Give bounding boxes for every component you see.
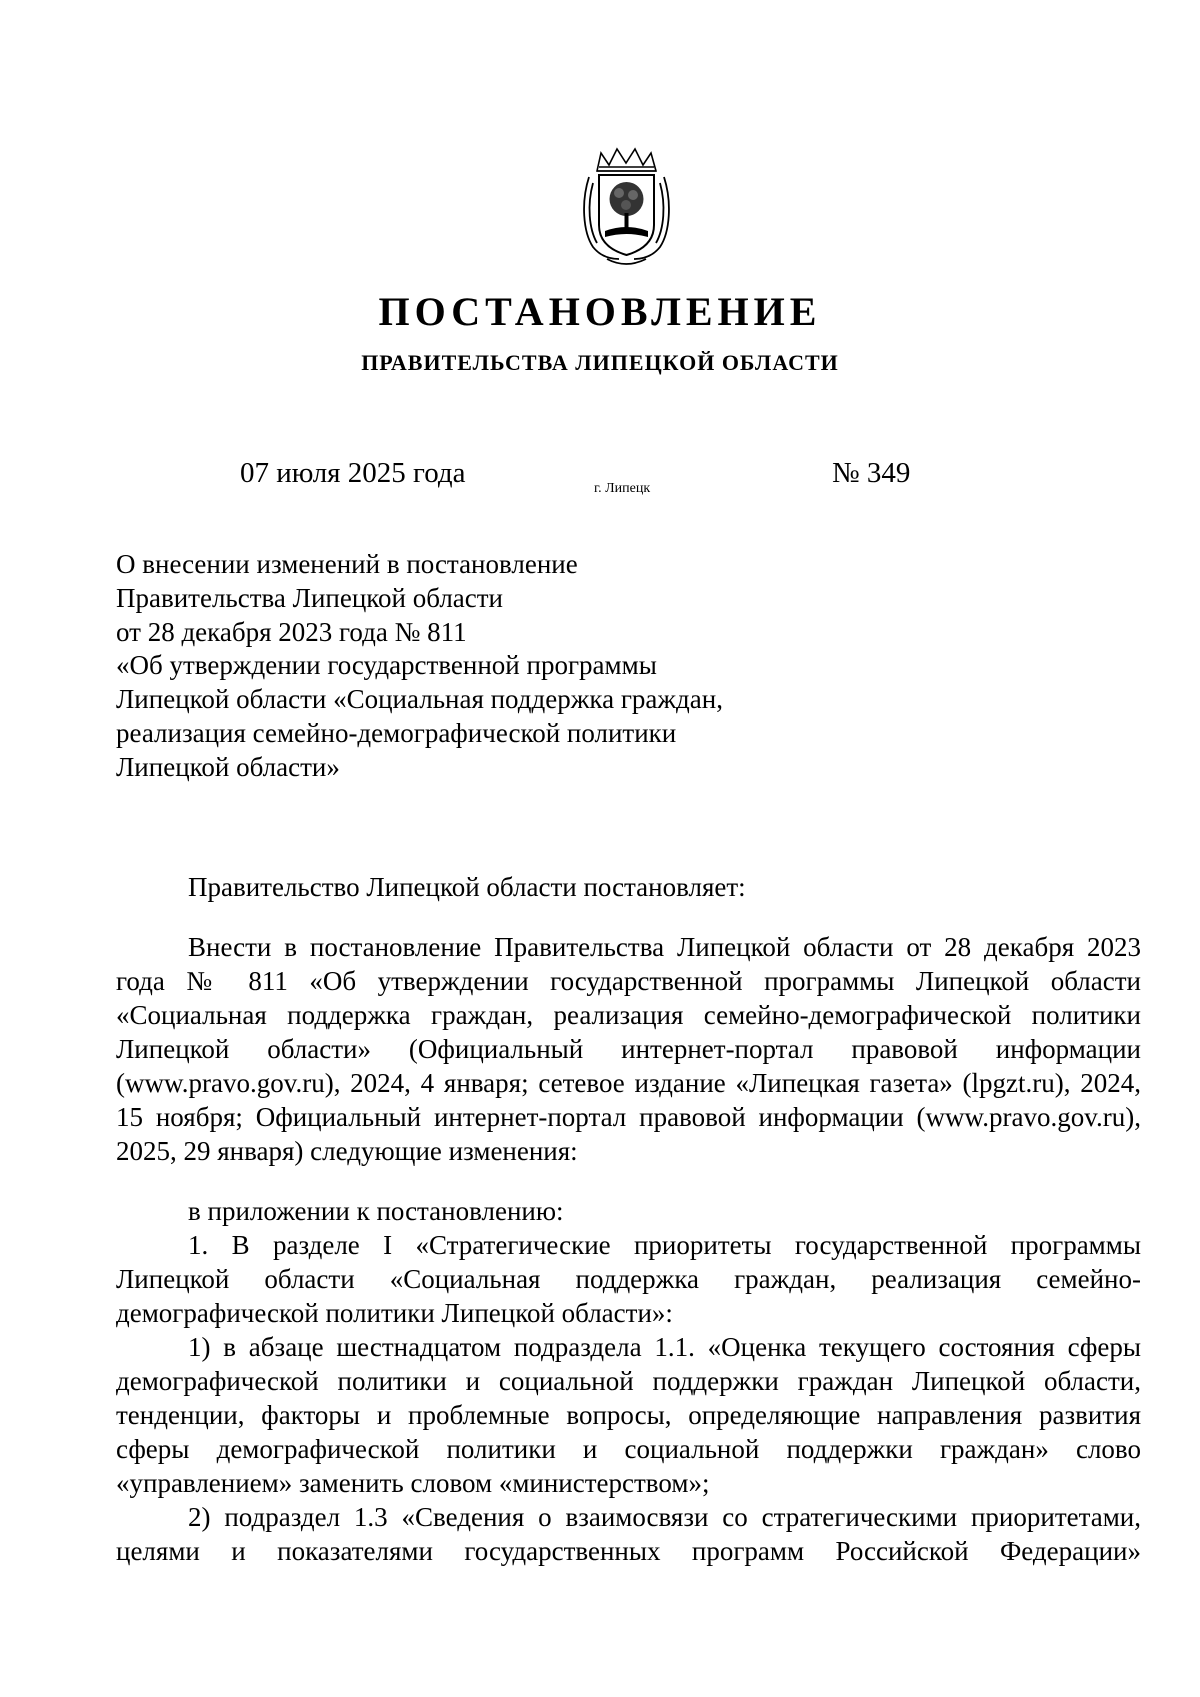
subject-line: «Об утверждении государственной программы xyxy=(116,650,657,681)
preamble: Правительство Липецкой области постановляет: xyxy=(188,872,746,902)
subject-line: Липецкой области «Социальная поддержка граждан, xyxy=(116,684,723,715)
document-subject xyxy=(116,548,836,785)
document-date: 07 июля 2025 года xyxy=(240,457,466,489)
subject-line: от 28 декабря 2023 года № 811 xyxy=(116,616,467,647)
document-title: ПОСТАНОВЛЕНИЕ xyxy=(378,289,822,334)
document-body xyxy=(116,870,1141,1568)
subject-line: реализация семейно-демографической политики xyxy=(116,717,677,748)
subject-line: О внесении изменений в постановление xyxy=(116,549,578,579)
document-subtitle: ПРАВИТЕЛЬСТВА ЛИПЕЦКОЙ ОБЛАСТИ xyxy=(361,350,839,375)
subject-line: Правительства Липецкой области xyxy=(116,582,504,613)
body-paragraph: 2) подраздел 1.3 «Сведения о взаимосвязи со стратегическими приоритетами, целями и показателями государственных программ Российской Федерации» xyxy=(116,1502,1141,1566)
body-paragraph: в приложении к постановлению: xyxy=(188,1196,564,1226)
document-number: № 349 xyxy=(832,457,911,489)
body-paragraph: Внести в постановление Правительства Липецкой области от 28 декабря 2023 года № 811 «Об утверждении государственной программы Липецкой области «Социальная поддержка граждан, реализация семейно-демографической политики Липецкой области» (Официальный интернет-портал правовой информации (www.pravo.gov.ru), 2024, 4 января; сетевое издание «Липецкая газета» (lpgzt.ru), 2024, 15 ноября; Официальный интернет-портал правовой информации (www.pravo.gov.ru), 2025, 29 января) следующие изменения: xyxy=(116,932,1141,1166)
body-paragraph: 1) в абзаце шестнадцатом подраздела 1.1. «Оценка текущего состояния сферы демографической политики и социальной поддержки граждан Липецкой области, тенденции, факторы и проблемные вопросы, определяющие направления развития сферы демографической политики и социальной поддержки граждан» слово «управлением» заменить словом «министерством»; xyxy=(116,1332,1141,1498)
body-paragraph: 1. В разделе I «Стратегические приоритеты государственной программы Липецкой области «Социальная поддержка граждан, реализация семейно-демографической политики Липецкой области»: xyxy=(116,1230,1141,1328)
coat-of-arms-emblem xyxy=(579,147,674,267)
subject-line: Липецкой области» xyxy=(116,751,340,782)
document-city: г. Липецк xyxy=(594,481,651,496)
